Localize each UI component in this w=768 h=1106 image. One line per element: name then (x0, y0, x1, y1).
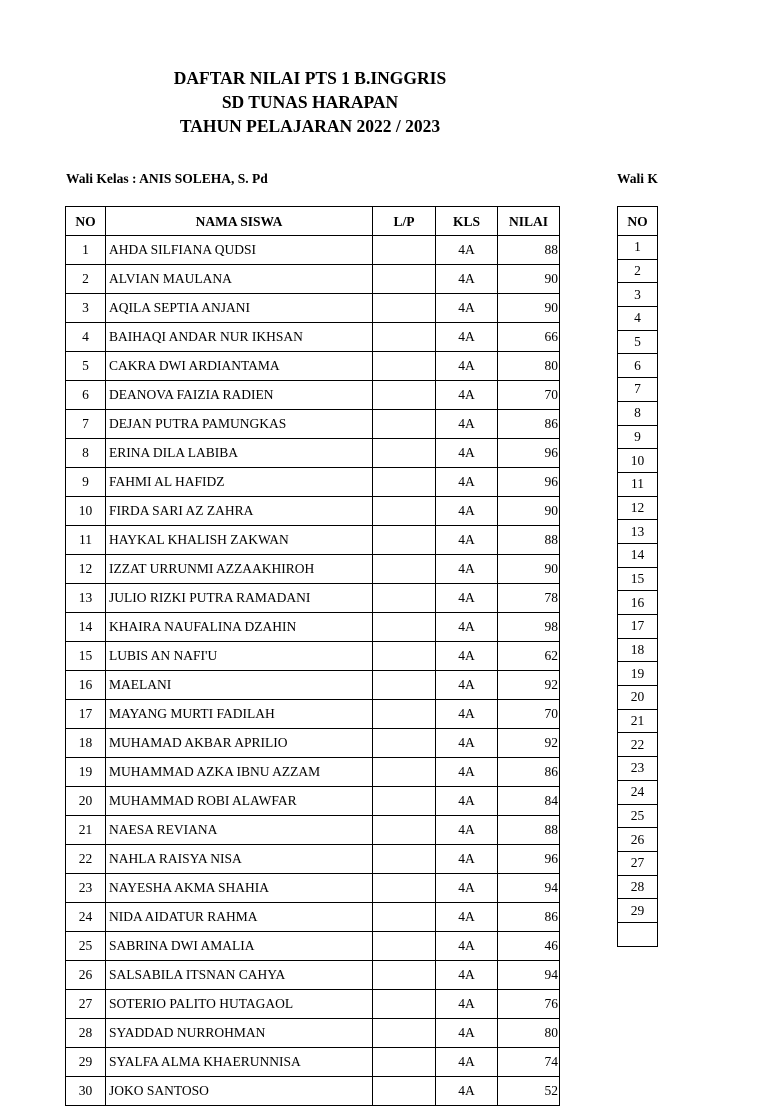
cell-nama-siswa: ERINA DILA LABIBA (106, 439, 373, 468)
cell-kls: 4A (436, 468, 498, 497)
cell-no: 21 (618, 709, 658, 733)
cell-kls: 4A (436, 700, 498, 729)
cell-nilai: 92 (498, 671, 560, 700)
cell-no: 15 (66, 642, 106, 671)
cell-nilai: 88 (498, 526, 560, 555)
cell-nama-siswa: SOTERIO PALITO HUTAGAOL (106, 990, 373, 1019)
cell-no: 2 (618, 259, 658, 283)
table-row (618, 472, 658, 496)
cell-lp (373, 903, 436, 932)
cell-kls: 4A (436, 1019, 498, 1048)
cell-lp (373, 497, 436, 526)
cell-nama-siswa: IZZAT URRUNMI AZZAAKHIROH (106, 555, 373, 584)
table-row (66, 729, 560, 758)
cell-nama-siswa: MUHAMMAD AZKA IBNU AZZAM (106, 758, 373, 787)
cell-no: 15 (618, 567, 658, 591)
cell-lp (373, 526, 436, 555)
cell-no: 29 (618, 899, 658, 923)
cell-nilai: 80 (498, 352, 560, 381)
cell-no: 2 (66, 265, 106, 294)
cell-lp (373, 294, 436, 323)
cell-no: 5 (66, 352, 106, 381)
cell-kls: 4A (436, 932, 498, 961)
cell-nilai: 88 (498, 236, 560, 265)
cell-nilai: 78 (498, 584, 560, 613)
table-row (618, 425, 658, 449)
cell-nilai: 96 (498, 845, 560, 874)
cell-no: 4 (618, 307, 658, 331)
table-row (66, 439, 560, 468)
cell-no: 14 (66, 613, 106, 642)
cell-no: 22 (618, 733, 658, 757)
cell-no: 9 (66, 468, 106, 497)
table-row (618, 662, 658, 686)
table-row (618, 354, 658, 378)
table-row (66, 410, 560, 439)
cell-lp (373, 700, 436, 729)
cell-lp (373, 236, 436, 265)
cell-no: 23 (618, 757, 658, 781)
table-row (66, 323, 560, 352)
cell-nilai: 96 (498, 468, 560, 497)
cell-no: 25 (618, 804, 658, 828)
cell-kls: 4A (436, 265, 498, 294)
title-line-2: SD TUNAS HARAPAN (221, 92, 399, 112)
table-row (66, 352, 560, 381)
cell-nilai: 70 (498, 381, 560, 410)
cell-lp (373, 729, 436, 758)
cell-kls: 4A (436, 555, 498, 584)
cell-no: 10 (66, 497, 106, 526)
wali-kelas-label: Wali Kelas : ANIS SOLEHA, S. Pd (66, 171, 268, 186)
cell-no: 11 (66, 526, 106, 555)
cell-nama-siswa: ALVIAN MAULANA (106, 265, 373, 294)
cell-lp (373, 642, 436, 671)
table-row (66, 932, 560, 961)
cell-no: 7 (66, 410, 106, 439)
cell-nilai: 96 (498, 439, 560, 468)
cell-lp (373, 961, 436, 990)
cell-kls: 4A (436, 526, 498, 555)
cell-lp (373, 468, 436, 497)
cell-no: 3 (66, 294, 106, 323)
cell-nama-siswa: CAKRA DWI ARDIANTAMA (106, 352, 373, 381)
cell-no: 28 (618, 875, 658, 899)
cell-no: 13 (618, 520, 658, 544)
table-row (618, 567, 658, 591)
table-row (618, 591, 658, 615)
cell-kls: 4A (436, 497, 498, 526)
table-row (618, 401, 658, 425)
cell-lp (373, 816, 436, 845)
table-row (618, 307, 658, 331)
cell-lp (373, 671, 436, 700)
cell-kls: 4A (436, 787, 498, 816)
table-row (618, 780, 658, 804)
cell-no: 25 (66, 932, 106, 961)
cell-no: 3 (618, 283, 658, 307)
cell-kls: 4A (436, 758, 498, 787)
column-header-nama-siswa: NAMA SISWA (106, 207, 373, 236)
cell-nilai: 80 (498, 1019, 560, 1048)
cell-lp (373, 265, 436, 294)
cell-nama-siswa: KHAIRA NAUFALINA DZAHIN (106, 613, 373, 642)
cell-no: 20 (66, 787, 106, 816)
cell-kls: 4A (436, 352, 498, 381)
table-row (618, 875, 658, 899)
cell-lp (373, 787, 436, 816)
second-class-table (617, 206, 658, 947)
table-row (66, 990, 560, 1019)
table-row (66, 642, 560, 671)
cell-nilai: 66 (498, 323, 560, 352)
table-row (66, 555, 560, 584)
cell-no: 7 (618, 378, 658, 402)
wali-kelas-label-right: Wali K (617, 171, 658, 186)
cell-no: 14 (618, 543, 658, 567)
cell-kls: 4A (436, 439, 498, 468)
table-row (618, 922, 658, 946)
table-row (66, 381, 560, 410)
cell-lp (373, 758, 436, 787)
cell-no: 22 (66, 845, 106, 874)
cell-nilai: 86 (498, 903, 560, 932)
cell-lp (373, 613, 436, 642)
cell-nama-siswa: NIDA AIDATUR RAHMA (106, 903, 373, 932)
cell-no: 13 (66, 584, 106, 613)
cell-nilai: 90 (498, 555, 560, 584)
cell-kls: 4A (436, 1077, 498, 1106)
cell-nilai: 86 (498, 410, 560, 439)
cell-lp (373, 323, 436, 352)
cell-no: 27 (66, 990, 106, 1019)
cell-nama-siswa: JOKO SANTOSO (106, 1077, 373, 1106)
cell-nama-siswa: MUHAMAD AKBAR APRILIO (106, 729, 373, 758)
cell-no: 26 (618, 828, 658, 852)
table-row (618, 496, 658, 520)
table-row (618, 709, 658, 733)
cell-no: 18 (66, 729, 106, 758)
cell-lp (373, 874, 436, 903)
cell-nilai: 70 (498, 700, 560, 729)
cell-kls: 4A (436, 381, 498, 410)
cell-nama-siswa: BAIHAQI ANDAR NUR IKHSAN (106, 323, 373, 352)
cell-nilai: 74 (498, 1048, 560, 1077)
cell-kls: 4A (436, 410, 498, 439)
cell-nama-siswa: FAHMI AL HAFIDZ (106, 468, 373, 497)
column-header-no: NO (618, 207, 658, 236)
table-row (66, 787, 560, 816)
cell-no: 12 (66, 555, 106, 584)
table-row (618, 259, 658, 283)
cell-no: 17 (618, 615, 658, 639)
column-header-kls: KLS (436, 207, 498, 236)
cell-kls: 4A (436, 990, 498, 1019)
cell-nama-siswa: MAYANG MURTI FADILAH (106, 700, 373, 729)
cell-lp (373, 1077, 436, 1106)
cell-kls: 4A (436, 294, 498, 323)
cell-kls: 4A (436, 642, 498, 671)
table-row (66, 584, 560, 613)
cell-nilai: 76 (498, 990, 560, 1019)
cell-no: 23 (66, 874, 106, 903)
table-row (66, 816, 560, 845)
cell-kls: 4A (436, 961, 498, 990)
cell-nama-siswa: SABRINA DWI AMALIA (106, 932, 373, 961)
cell-no: 16 (66, 671, 106, 700)
cell-no: 1 (66, 236, 106, 265)
table-header-row (618, 207, 658, 236)
table-row (66, 1048, 560, 1077)
cell-nama-siswa: SYADDAD NURROHMAN (106, 1019, 373, 1048)
cell-nilai: 46 (498, 932, 560, 961)
column-header-lp: L/P (373, 207, 436, 236)
cell-kls: 4A (436, 584, 498, 613)
cell-no: 6 (66, 381, 106, 410)
title-line-1: DAFTAR NILAI PTS 1 B.INGGRIS (173, 68, 447, 88)
cell-no: 4 (66, 323, 106, 352)
table-row (66, 265, 560, 294)
cell-no: 26 (66, 961, 106, 990)
table-row (618, 449, 658, 473)
table-row (66, 874, 560, 903)
table-row (66, 526, 560, 555)
cell-no: 1 (618, 236, 658, 260)
cell-kls: 4A (436, 874, 498, 903)
table-row (66, 758, 560, 787)
table-row (618, 330, 658, 354)
cell-nama-siswa: MUHAMMAD ROBI ALAWFAR (106, 787, 373, 816)
table-row (66, 613, 560, 642)
cell-nama-siswa: MAELANI (106, 671, 373, 700)
cell-nama-siswa: NAHLA RAISYA NISA (106, 845, 373, 874)
cell-no: 9 (618, 425, 658, 449)
cell-nilai: 94 (498, 961, 560, 990)
title-line-3: TAHUN PELAJARAN 2022 / 2023 (179, 116, 441, 136)
table-row (618, 757, 658, 781)
cell-nama-siswa: NAESA REVIANA (106, 816, 373, 845)
cell-lp (373, 381, 436, 410)
cell-no: 19 (618, 662, 658, 686)
cell-lp (373, 410, 436, 439)
cell-lp (373, 990, 436, 1019)
table-row (618, 543, 658, 567)
cell-nama-siswa: DEJAN PUTRA PAMUNGKAS (106, 410, 373, 439)
cell-kls: 4A (436, 816, 498, 845)
cell-no: 10 (618, 449, 658, 473)
cell-kls: 4A (436, 613, 498, 642)
cell-nama-siswa: SALSABILA ITSNAN CAHYA (106, 961, 373, 990)
cell-no: 21 (66, 816, 106, 845)
cell-nama-siswa: AHDA SILFIANA QUDSI (106, 236, 373, 265)
cell-lp (373, 352, 436, 381)
cell-nilai: 86 (498, 758, 560, 787)
cell-nama-siswa: JULIO RIZKI PUTRA RAMADANI (106, 584, 373, 613)
cell-no: 20 (618, 686, 658, 710)
table-row (66, 294, 560, 323)
cell-lp (373, 932, 436, 961)
document-title (60, 66, 560, 138)
cell-nilai: 88 (498, 816, 560, 845)
table-row (618, 638, 658, 662)
cell-lp (373, 555, 436, 584)
cell-nilai: 92 (498, 729, 560, 758)
cell-nama-siswa: AQILA SEPTIA ANJANI (106, 294, 373, 323)
table-row (66, 497, 560, 526)
table-row (618, 520, 658, 544)
cell-nilai: 98 (498, 613, 560, 642)
cell-no: 8 (66, 439, 106, 468)
cell-kls: 4A (436, 729, 498, 758)
cell-no: 8 (618, 401, 658, 425)
cell-kls: 4A (436, 903, 498, 932)
table-row (618, 236, 658, 260)
cell-nilai: 94 (498, 874, 560, 903)
cell-no: 24 (66, 903, 106, 932)
cell-no: 28 (66, 1019, 106, 1048)
cell-no: 27 (618, 851, 658, 875)
cell-kls: 4A (436, 323, 498, 352)
cell-no: 30 (66, 1077, 106, 1106)
table-row (618, 733, 658, 757)
cell-lp (373, 1048, 436, 1077)
table-row (66, 845, 560, 874)
cell-nama-siswa: FIRDA SARI AZ ZAHRA (106, 497, 373, 526)
cell-no: 18 (618, 638, 658, 662)
cell-lp (373, 584, 436, 613)
cell-lp (373, 845, 436, 874)
table-header-row (66, 207, 560, 236)
cell-nama-siswa: LUBIS AN NAFI'U (106, 642, 373, 671)
table-row (66, 961, 560, 990)
cell-kls: 4A (436, 236, 498, 265)
table-row (66, 903, 560, 932)
cell-no (618, 922, 658, 946)
cell-kls: 4A (436, 845, 498, 874)
table-row (618, 804, 658, 828)
cell-no: 12 (618, 496, 658, 520)
cell-no: 17 (66, 700, 106, 729)
table-row (618, 378, 658, 402)
cell-nilai: 52 (498, 1077, 560, 1106)
cell-no: 24 (618, 780, 658, 804)
column-header-no: NO (66, 207, 106, 236)
cell-no: 11 (618, 472, 658, 496)
cell-no: 6 (618, 354, 658, 378)
cell-kls: 4A (436, 671, 498, 700)
cell-nama-siswa: SYALFA ALMA KHAERUNNISA (106, 1048, 373, 1077)
table-row (618, 899, 658, 923)
cell-kls: 4A (436, 1048, 498, 1077)
cell-nama-siswa: DEANOVA FAIZIA RADIEN (106, 381, 373, 410)
grades-table (65, 206, 560, 1106)
table-row (66, 1019, 560, 1048)
table-row (66, 1077, 560, 1106)
cell-nilai: 62 (498, 642, 560, 671)
column-header-nilai: NILAI (498, 207, 560, 236)
cell-nilai: 90 (498, 497, 560, 526)
table-row (618, 283, 658, 307)
table-row (66, 236, 560, 265)
cell-lp (373, 1019, 436, 1048)
cell-nilai: 84 (498, 787, 560, 816)
cell-nilai: 90 (498, 294, 560, 323)
cell-no: 29 (66, 1048, 106, 1077)
table-row (618, 851, 658, 875)
cell-no: 5 (618, 330, 658, 354)
cell-lp (373, 439, 436, 468)
cell-nama-siswa: HAYKAL KHALISH ZAKWAN (106, 526, 373, 555)
table-row (618, 828, 658, 852)
cell-nilai: 90 (498, 265, 560, 294)
table-row (66, 671, 560, 700)
cell-nama-siswa: NAYESHA AKMA SHAHIA (106, 874, 373, 903)
table-row (618, 686, 658, 710)
table-row (618, 615, 658, 639)
cell-no: 19 (66, 758, 106, 787)
table-row (66, 700, 560, 729)
cell-no: 16 (618, 591, 658, 615)
table-row (66, 468, 560, 497)
